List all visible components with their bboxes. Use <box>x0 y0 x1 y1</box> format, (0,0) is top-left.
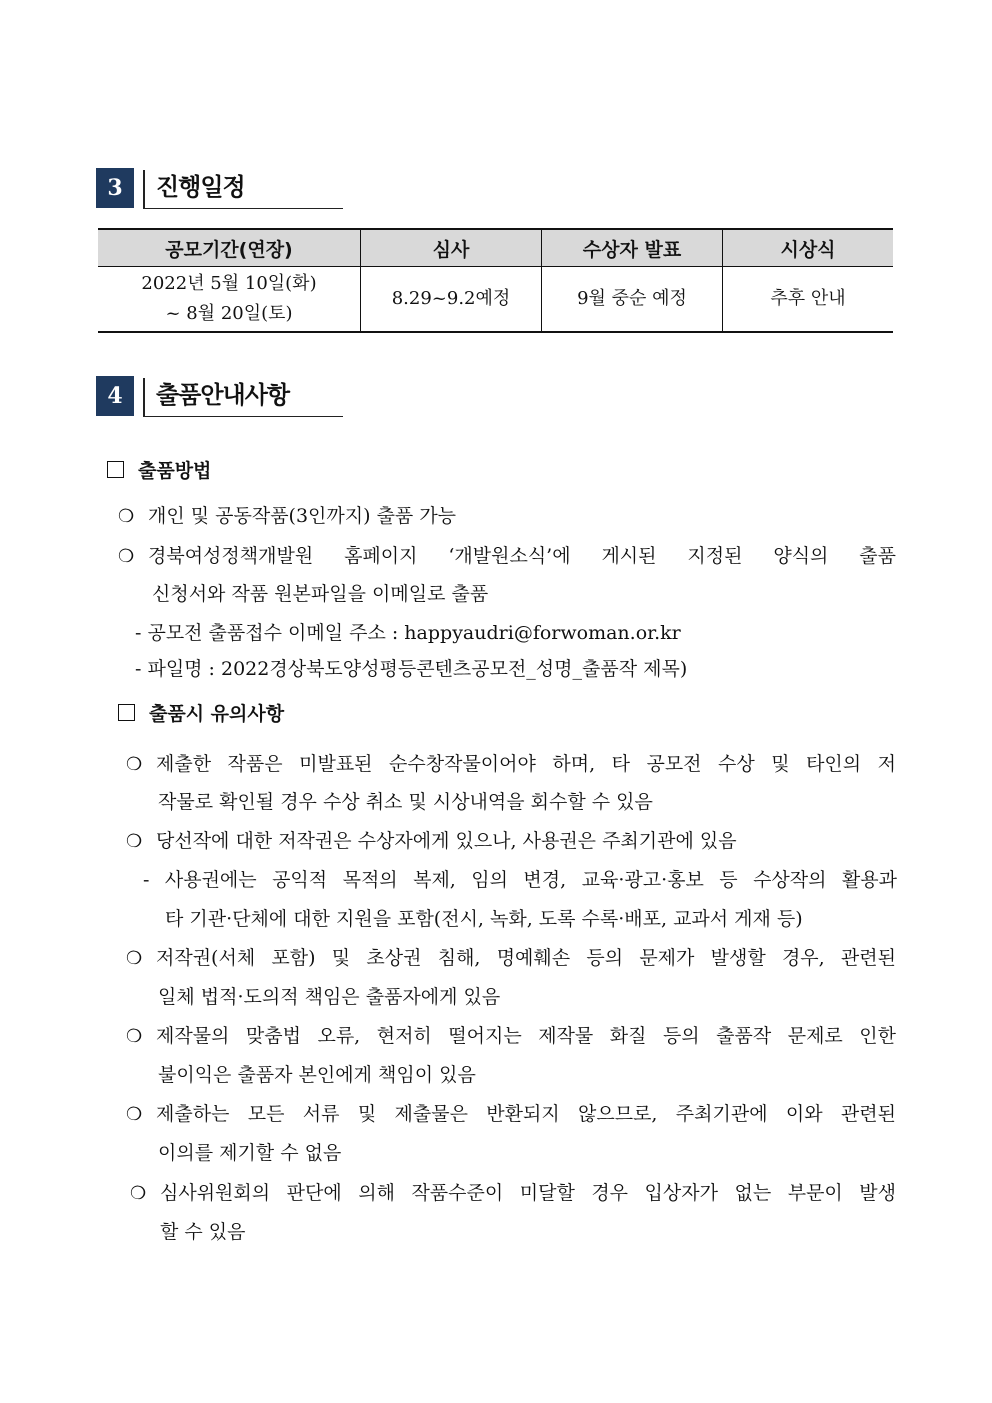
circle-bullet-icon: ❍ <box>130 1183 147 1204</box>
note-6-cont: 할 수 있음 <box>160 1221 246 1243</box>
note-1: ❍ 제출한 작품은 미발표된 순수창작물이어야 하며, 타 공모전 수상 및 타인의 저 <box>126 751 896 778</box>
method-heading-text: 출품방법 <box>138 460 212 482</box>
circle-bullet-icon: ❍ <box>126 1104 143 1125</box>
section-divider <box>143 170 145 208</box>
schedule-table <box>98 228 893 333</box>
circle-bullet-icon: ❍ <box>126 831 143 852</box>
circle-bullet-icon: ❍ <box>118 506 135 527</box>
section-title: 진행일정 <box>156 173 245 201</box>
section-number: 3 <box>96 168 134 208</box>
note-5: ❍ 제출하는 모든 서류 및 제출물은 반환되지 않으므로, 주최기관에 이와 관련된 <box>126 1101 896 1128</box>
note-4-cont: 불이익은 출품자 본인에게 책임이 있음 <box>158 1064 476 1086</box>
note-5-cont: 이의를 제기할 수 없음 <box>158 1142 342 1164</box>
period-line-2: ~ 8월 20일(토) <box>165 303 293 324</box>
note-3-cont: 일체 법적·도의적 책임은 출품자에게 있음 <box>158 986 501 1008</box>
header-period: 공모기간(연장) <box>98 229 361 267</box>
notes-heading <box>118 701 284 727</box>
table-header-row <box>98 229 893 267</box>
section-divider <box>143 378 145 416</box>
section-number: 4 <box>96 376 134 416</box>
cell-review: 8.29~9.2예정 <box>361 267 542 333</box>
note-1-cont: 작물로 확인될 경우 수상 취소 및 시상내역을 회수할 수 있음 <box>158 791 653 813</box>
section-underline <box>143 416 343 417</box>
cell-period <box>98 267 361 333</box>
circle-bullet-icon: ❍ <box>118 546 135 567</box>
section-underline <box>143 208 343 209</box>
method-bullet-1: ❍ 개인 및 공동작품(3인까지) 출품 가능 <box>118 503 456 530</box>
method-bullet-2-cont: 신청서와 작품 원본파일을 이메일로 출품 <box>152 583 489 605</box>
circle-bullet-icon: ❍ <box>126 948 143 969</box>
checkbox-square-icon <box>107 461 124 478</box>
cell-ceremony: 추후 안내 <box>723 267 894 333</box>
note-6: ❍ 심사위원회의 판단에 의해 작품수준이 미달할 경우 입상자가 없는 부문이 발생 <box>130 1180 896 1207</box>
notes-heading-text: 출품시 유의사항 <box>149 703 285 725</box>
method-email-line: - 공모전 출품접수 이메일 주소 : happyaudri@forwoman.or.kr <box>135 622 681 644</box>
table-row <box>98 267 893 333</box>
header-ceremony: 시상식 <box>723 229 894 267</box>
header-review: 심사 <box>361 229 542 267</box>
note-4: ❍ 제작물의 맞춤법 오류, 현저히 떨어지는 제작물 화질 등의 출품작 문제로 인한 <box>126 1023 896 1050</box>
section-3-header <box>96 168 346 210</box>
note-3: ❍ 저작권(서체 포함) 및 초상권 침해, 명예훼손 등의 문제가 발생할 경우, 관련된 <box>126 945 896 972</box>
period-line-1: 2022년 5월 10일(화) <box>141 273 317 294</box>
method-filename-line: - 파일명 : 2022경상북도양성평등콘텐츠공모전_성명_출품작 제목) <box>135 658 688 680</box>
note-2-dash: - 사용권에는 공익적 목적의 복제, 임의 변경, 교육·광고·홍보 등 수상작의 활용과 <box>143 869 897 891</box>
section-4-header <box>96 376 346 418</box>
method-heading <box>107 458 211 484</box>
method-bullet-2: ❍ 경북여성정책개발원 홈페이지 ‘개발원소식’에 게시된 지정된 양식의 출품 <box>118 543 896 570</box>
header-announce: 수상자 발표 <box>542 229 723 267</box>
circle-bullet-icon: ❍ <box>126 1026 143 1047</box>
cell-announce: 9월 중순 예정 <box>542 267 723 333</box>
circle-bullet-icon: ❍ <box>126 754 143 775</box>
note-2-dash-cont: 타 기관·단체에 대한 지원을 포함(전시, 녹화, 도록 수록·배포, 교과서 게재 등) <box>165 908 803 930</box>
note-2: ❍ 당선작에 대한 저작권은 수상자에게 있으나, 사용권은 주최기관에 있음 <box>126 828 737 855</box>
section-title: 출품안내사항 <box>156 381 290 409</box>
checkbox-square-icon <box>118 704 135 721</box>
